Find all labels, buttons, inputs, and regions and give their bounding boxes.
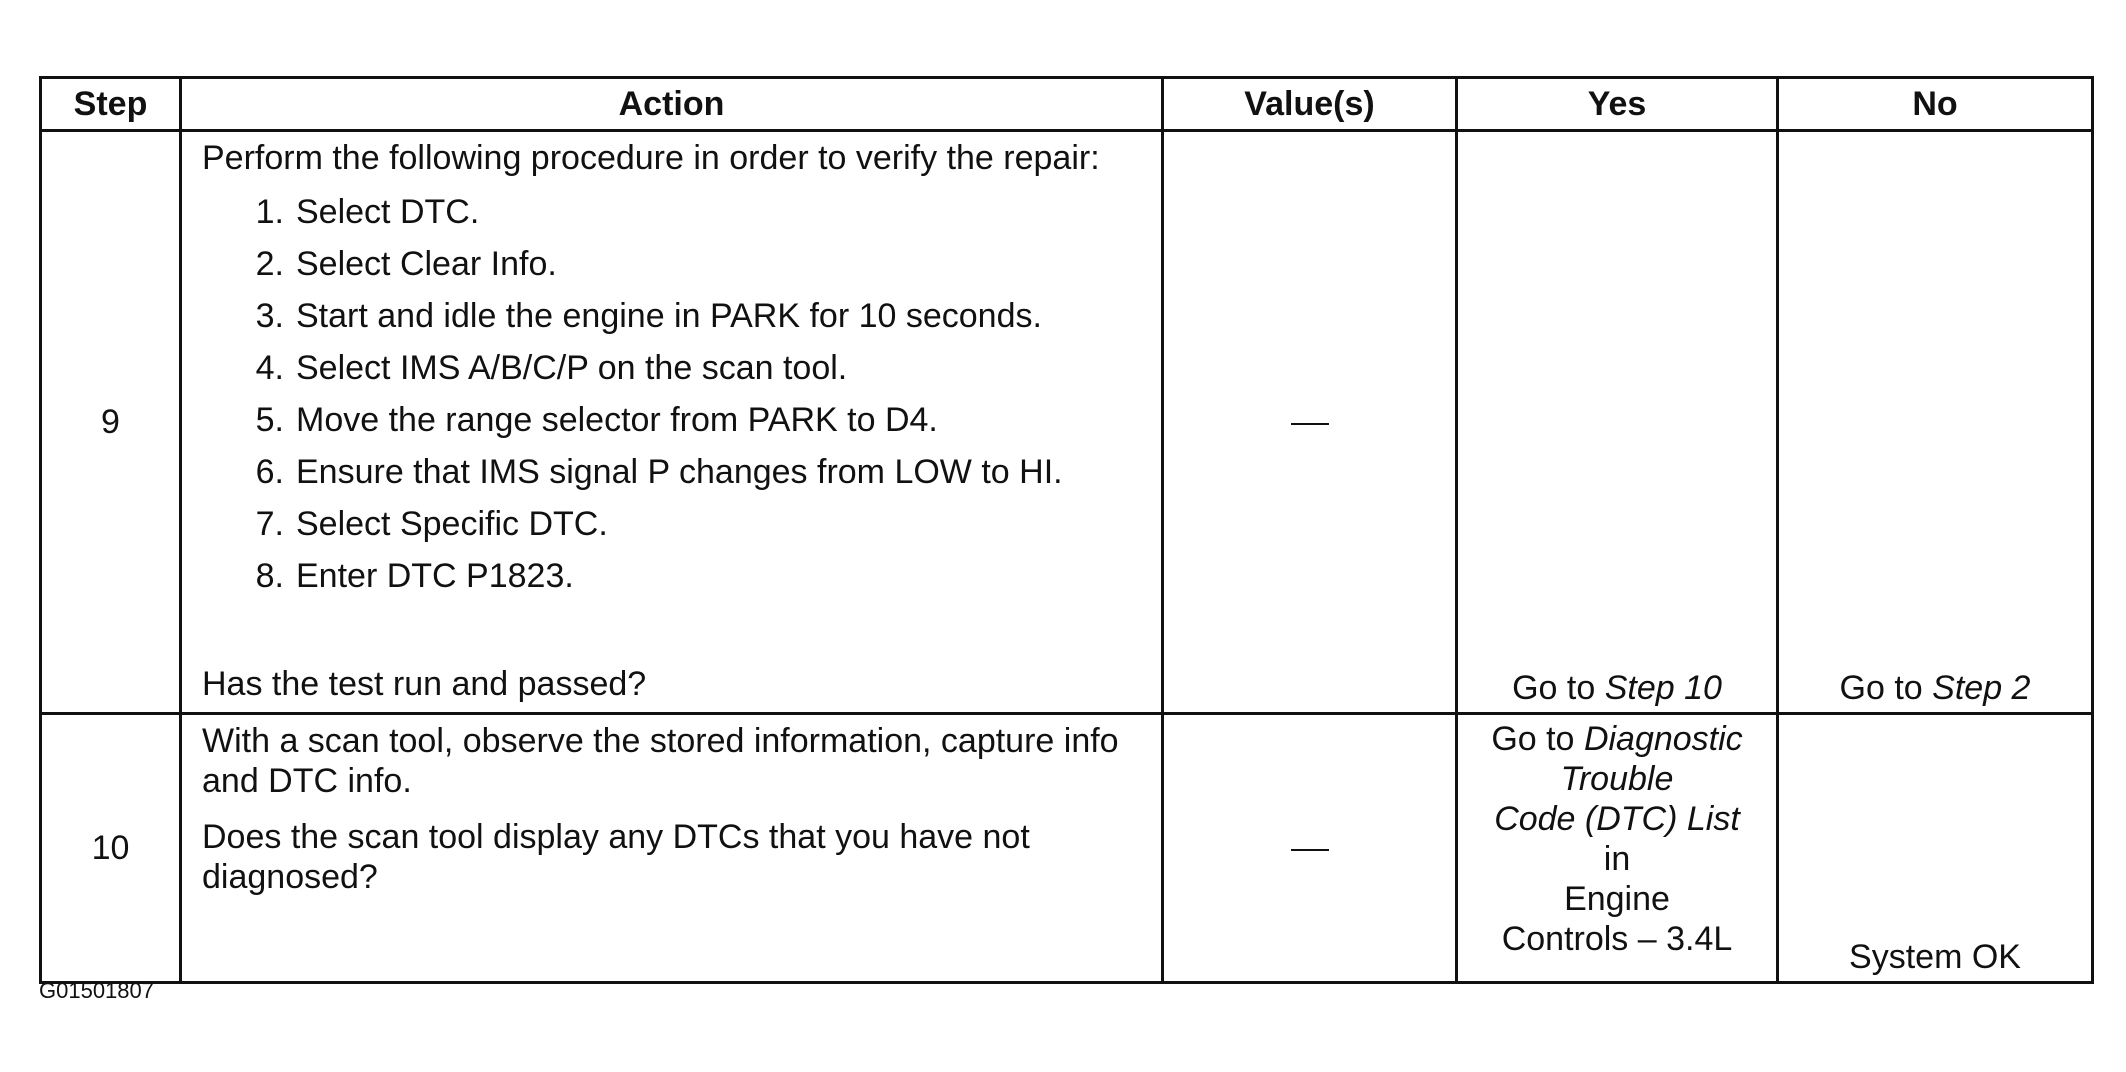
header-values: Value(s) bbox=[1163, 78, 1457, 131]
header-no: No bbox=[1778, 78, 2093, 131]
action-intro: With a scan tool, observe the stored information, capture info and DTC info. bbox=[202, 722, 1119, 801]
yes-cell bbox=[1457, 131, 1778, 714]
yes-section: Controls – 3.4L bbox=[1501, 920, 1733, 958]
step-text: Enter DTC P1823. bbox=[296, 557, 574, 596]
header-action: Action bbox=[181, 78, 1163, 131]
value-cell bbox=[1163, 714, 1457, 983]
value-dash bbox=[1291, 423, 1329, 425]
no-target: Step 2 bbox=[1932, 668, 2031, 707]
step-index: 4. bbox=[255, 349, 284, 388]
step-index: 1. bbox=[255, 193, 284, 232]
action-question: Does the scan tool display any DTCs that you have not diagnosed? bbox=[202, 818, 1030, 897]
step-index: 2. bbox=[255, 245, 284, 284]
yes-cell bbox=[1457, 714, 1778, 983]
step-text: Select IMS A/B/C/P on the scan tool. bbox=[296, 349, 848, 388]
header-step: Step bbox=[41, 78, 181, 131]
no-cell bbox=[1778, 714, 2093, 983]
yes-target-part: Diagnostic bbox=[1583, 720, 1743, 758]
no-prefix: Go to bbox=[1839, 668, 1923, 707]
step-number: 10 bbox=[41, 714, 181, 983]
procedure-step bbox=[232, 446, 1147, 498]
procedure-step bbox=[232, 290, 1147, 342]
procedure-step bbox=[232, 238, 1147, 290]
yes-prefix: Go to bbox=[1512, 668, 1596, 707]
no-cell bbox=[1778, 131, 2093, 714]
yes-section: Engine bbox=[1564, 880, 1670, 918]
action-question: Has the test run and passed? bbox=[202, 664, 647, 703]
figure-id: G01501807 bbox=[39, 978, 154, 1003]
step-text: Move the range selector from PARK to D4. bbox=[296, 401, 938, 440]
yes-goto[interactable] bbox=[1512, 669, 1722, 707]
header-yes: Yes bbox=[1457, 78, 1778, 131]
yes-in: in bbox=[1603, 840, 1631, 878]
action-cell bbox=[181, 714, 1163, 983]
action-intro: Perform the following procedure in order to verify the repair: bbox=[202, 139, 1100, 177]
step-text: Select Specific DTC. bbox=[296, 505, 608, 544]
diagnostic-table bbox=[39, 76, 2094, 984]
yes-line[interactable] bbox=[1464, 719, 1770, 759]
procedure-step bbox=[232, 186, 1147, 238]
step-index: 8. bbox=[255, 557, 284, 596]
no-goto[interactable] bbox=[1840, 669, 2031, 707]
step-text: Start and idle the engine in PARK for 10 seconds. bbox=[296, 297, 1042, 336]
step-index: 7. bbox=[255, 505, 284, 544]
step-index: 6. bbox=[255, 453, 284, 492]
step-text: Select DTC. bbox=[296, 193, 480, 232]
yes-prefix: Go to bbox=[1491, 720, 1575, 758]
procedure-step bbox=[232, 342, 1147, 394]
table-row-step-9 bbox=[41, 131, 2093, 714]
procedure-step bbox=[232, 498, 1147, 550]
procedure-step bbox=[232, 550, 1147, 602]
action-cell bbox=[181, 131, 1163, 714]
yes-target-part[interactable]: Code (DTC) List bbox=[1494, 800, 1740, 838]
value-dash bbox=[1291, 849, 1329, 851]
step-index: 3. bbox=[255, 297, 284, 336]
table-row-step-10 bbox=[41, 714, 2093, 983]
table-header-row bbox=[41, 78, 2093, 131]
no-result: System OK bbox=[1849, 937, 2021, 976]
step-index: 5. bbox=[255, 401, 284, 440]
step-text: Select Clear Info. bbox=[296, 245, 557, 284]
procedure-step bbox=[232, 394, 1147, 446]
step-text: Ensure that IMS signal P changes from LOW to HI. bbox=[296, 453, 1063, 492]
step-number: 9 bbox=[41, 131, 181, 714]
yes-target-part[interactable]: Trouble bbox=[1560, 760, 1674, 798]
yes-target: Step 10 bbox=[1604, 668, 1722, 707]
procedure-steps bbox=[202, 186, 1147, 602]
value-cell bbox=[1163, 131, 1457, 714]
